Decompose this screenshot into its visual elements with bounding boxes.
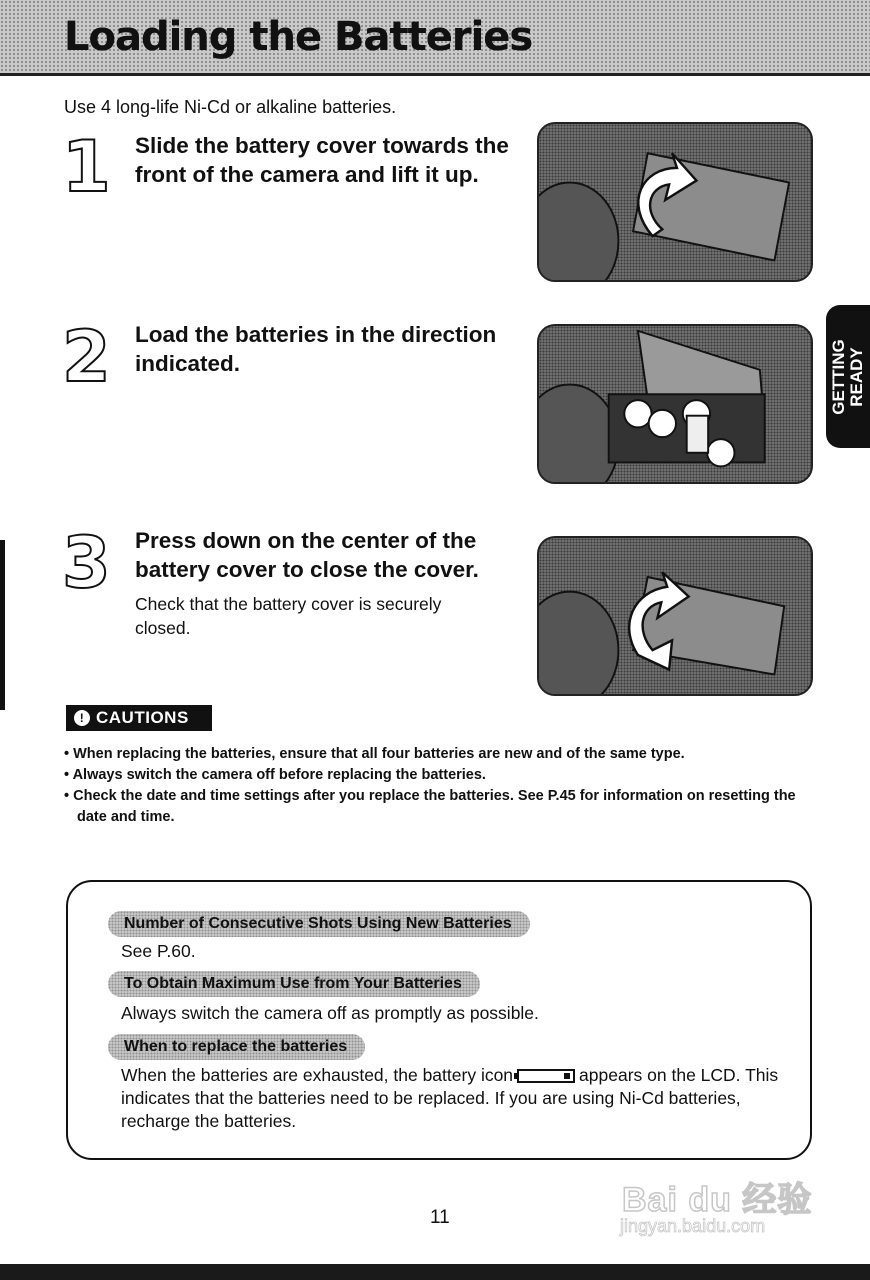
step-1-photo <box>537 122 813 282</box>
tip-body-when-to-replace <box>121 1064 791 1133</box>
tip-heading-consecutive-shots: Number of Consecutive Shots Using New Batteries <box>108 911 530 937</box>
step-2-number: 2 <box>62 316 111 398</box>
page-title: Loading the Batteries <box>64 14 533 60</box>
cautions-label-box <box>66 705 212 731</box>
step-2-photo <box>537 324 813 484</box>
caution-item: • Always switch the camera off before replacing the batteries. <box>64 765 824 786</box>
tip-body-part-1: When the batteries are exhausted, the battery icon <box>121 1065 514 1085</box>
step-1-title: Slide the battery cover towards the front of the camera and lift it up. <box>135 133 509 187</box>
tip-body-maximum-use: Always switch the camera off as promptly as possible. <box>121 1003 539 1023</box>
step-3-number: 3 <box>62 522 111 604</box>
step-3-photo <box>537 536 813 696</box>
exclamation-circle-icon: ! <box>74 710 90 726</box>
tip-heading-maximum-use: To Obtain Maximum Use from Your Batteries <box>108 971 480 997</box>
scan-edge-mark <box>0 540 5 710</box>
step-3-note: Check that the battery cover is securely closed. <box>135 594 442 638</box>
tip-body-consecutive-shots: See P.60. <box>121 941 196 961</box>
step-3-title: Press down on the center of the battery cover to close the cover. <box>135 528 479 582</box>
page-number: 11 <box>430 1207 450 1228</box>
step-1-number: 1 <box>62 126 111 208</box>
side-tab-label: GETTING READY <box>829 338 866 415</box>
tip-body-part-2: appears on the LCD. This indicates that the batteries need to be replaced. If you are using Ni-Cd batteries, recharge the batteries. <box>121 1065 779 1131</box>
cautions-list <box>64 744 824 828</box>
step-2-title: Load the batteries in the direction indicated. <box>135 322 497 376</box>
caution-item: • Check the date and time settings after you replace the batteries. See P.45 for information on resetting the date and time. <box>64 786 824 828</box>
watermark-sub: jingyan.baidu.com <box>620 1216 766 1236</box>
side-tab-getting-ready <box>826 305 870 448</box>
footer-band <box>0 1264 870 1280</box>
caution-item: • When replacing the batteries, ensure that all four batteries are new and of the same type. <box>64 744 824 765</box>
battery-empty-icon <box>517 1069 575 1083</box>
intro-text: Use 4 long-life Ni-Cd or alkaline batteries. <box>64 97 397 117</box>
watermark-logo <box>612 1158 822 1244</box>
tip-heading-when-to-replace: When to replace the batteries <box>108 1034 365 1060</box>
watermark-main: Bai du 经验 <box>622 1181 813 1219</box>
curved-arrow-icon <box>539 124 811 280</box>
cautions-label: CAUTIONS <box>96 708 189 727</box>
